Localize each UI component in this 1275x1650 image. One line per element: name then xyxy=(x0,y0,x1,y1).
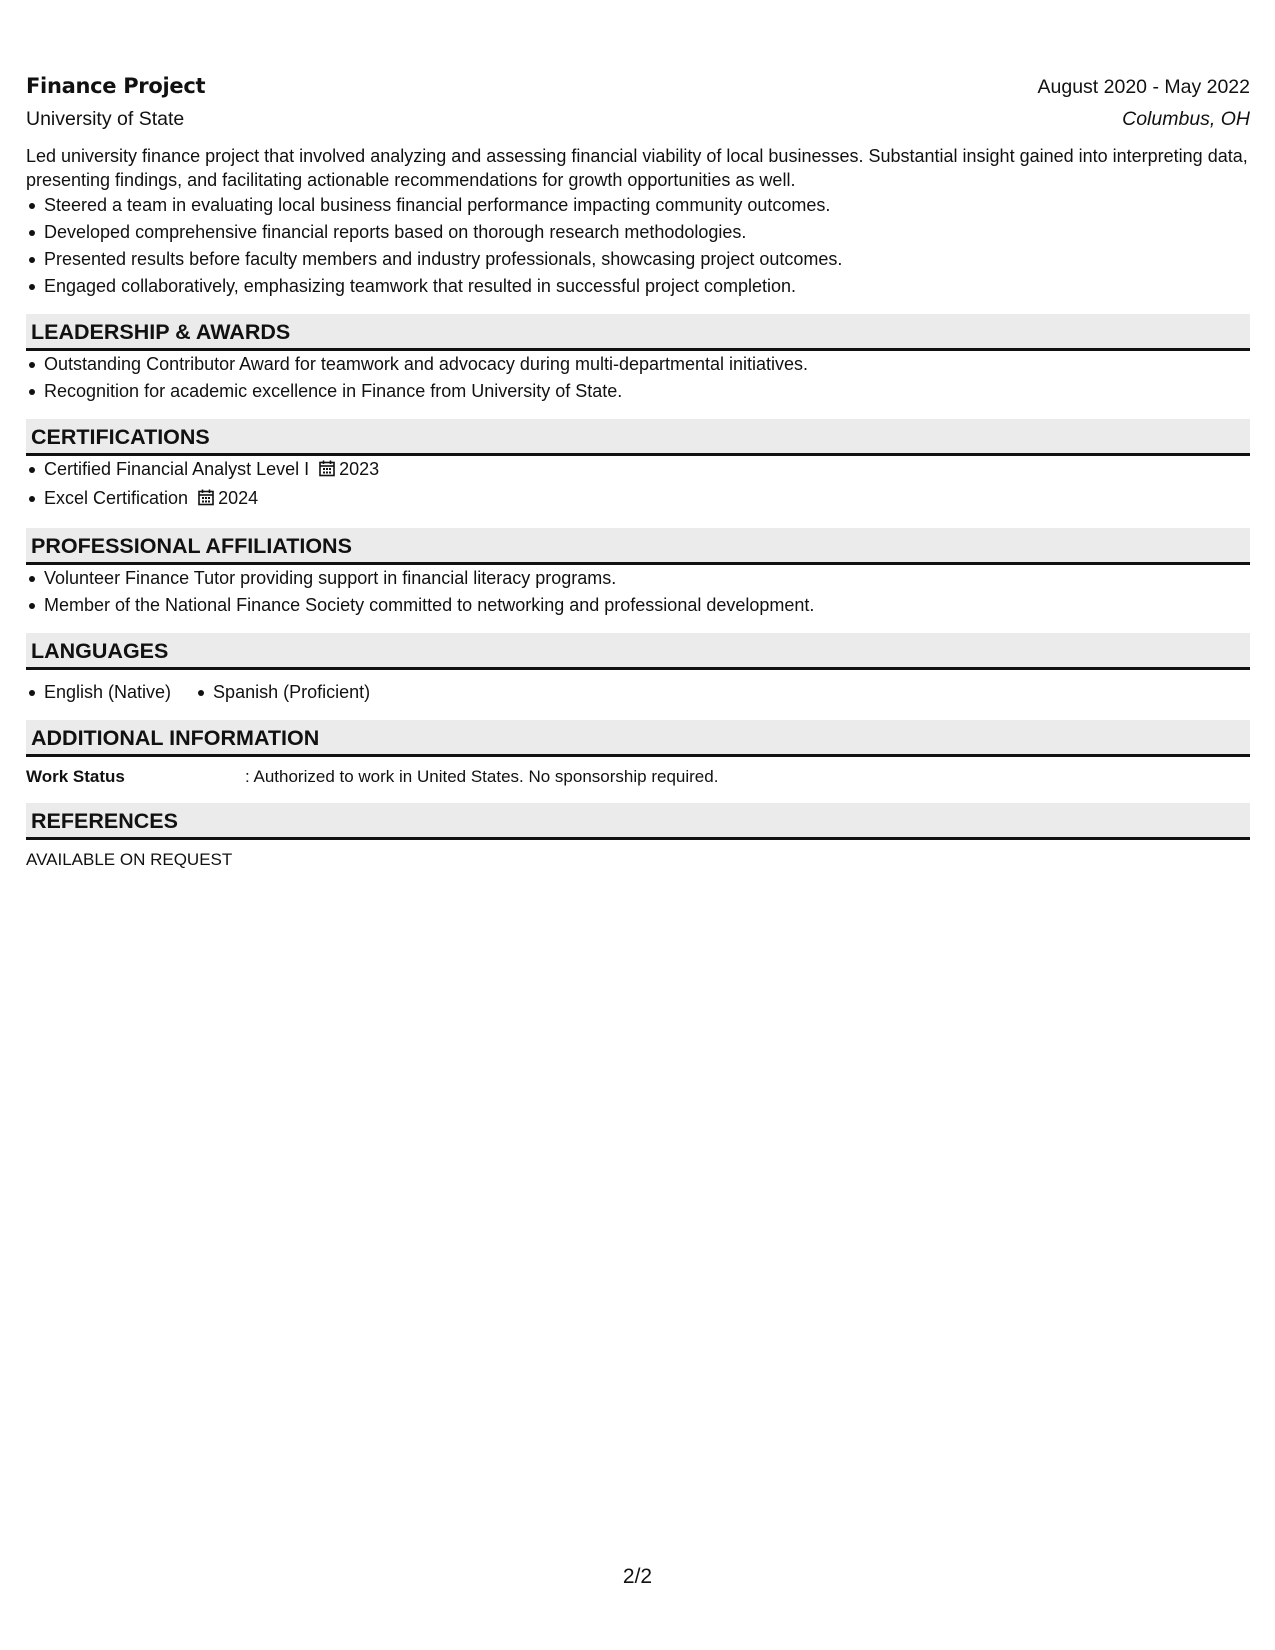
section-heading-leadership: LEADERSHIP & AWARDS xyxy=(26,314,1250,351)
project-title: Finance Project xyxy=(26,74,206,98)
list-item: Steered a team in evaluating local business financial performance impacting community outcomes. xyxy=(44,192,1250,219)
list-item: Volunteer Finance Tutor providing support in financial literacy programs. xyxy=(44,565,1250,592)
work-status-row xyxy=(26,765,1250,789)
references-text: AVAILABLE ON REQUEST xyxy=(26,850,233,869)
resume-page xyxy=(26,74,1250,870)
project-location: Columbus, OH xyxy=(1122,108,1250,130)
project-dates: August 2020 - May 2022 xyxy=(1037,76,1250,98)
list-item: Presented results before faculty members and industry professionals, showcasing project outcomes. xyxy=(44,246,1250,273)
project-bullets xyxy=(26,192,1250,300)
list-item: Member of the National Finance Society committed to networking and professional development. xyxy=(44,592,1250,619)
section-heading-languages: LANGUAGES xyxy=(26,633,1250,670)
leadership-list xyxy=(26,351,1250,405)
work-status-value: : Authorized to work in United States. No sponsorship required. xyxy=(245,767,719,786)
project-organization: University of State xyxy=(26,108,185,130)
calendar-icon xyxy=(198,487,214,514)
certification-year: 2024 xyxy=(218,488,259,508)
language-item: English (Native) xyxy=(26,679,171,706)
language-item: Spanish (Proficient) xyxy=(195,679,370,706)
calendar-icon xyxy=(319,458,335,485)
page-number: 2/2 xyxy=(622,1565,653,1588)
section-heading-additional-information: ADDITIONAL INFORMATION xyxy=(26,720,1250,757)
languages-list xyxy=(26,679,1250,706)
certification-item xyxy=(44,485,1250,514)
work-status-label: Work Status xyxy=(26,767,125,786)
certification-year: 2023 xyxy=(339,459,380,479)
project-header xyxy=(26,74,1250,99)
list-item: Developed comprehensive financial reports based on thorough research methodologies. xyxy=(44,219,1250,246)
certification-name: Certified Financial Analyst Level I xyxy=(44,459,310,479)
section-heading-certifications: CERTIFICATIONS xyxy=(26,419,1250,456)
project-description: Led university finance project that involved analyzing and assessing financial viability of local businesses. Substantial insight gained into interpreting data, presenting findings, and facilitating actionable recommendations for growth opportunities as well. xyxy=(26,146,1248,190)
list-item: Outstanding Contributor Award for teamwork and advocacy during multi-departmental initiatives. xyxy=(44,351,1250,378)
certifications-list xyxy=(26,456,1250,514)
list-item: Engaged collaboratively, emphasizing teamwork that resulted in successful project completion. xyxy=(44,273,1250,300)
affiliations-list xyxy=(26,565,1250,619)
project-subheader xyxy=(26,108,1250,131)
certification-name: Excel Certification xyxy=(44,488,189,508)
section-heading-affiliations: PROFESSIONAL AFFILIATIONS xyxy=(26,528,1250,565)
section-heading-references: REFERENCES xyxy=(26,803,1250,840)
list-item: Recognition for academic excellence in Finance from University of State. xyxy=(44,378,1250,405)
certification-item xyxy=(44,456,1250,485)
